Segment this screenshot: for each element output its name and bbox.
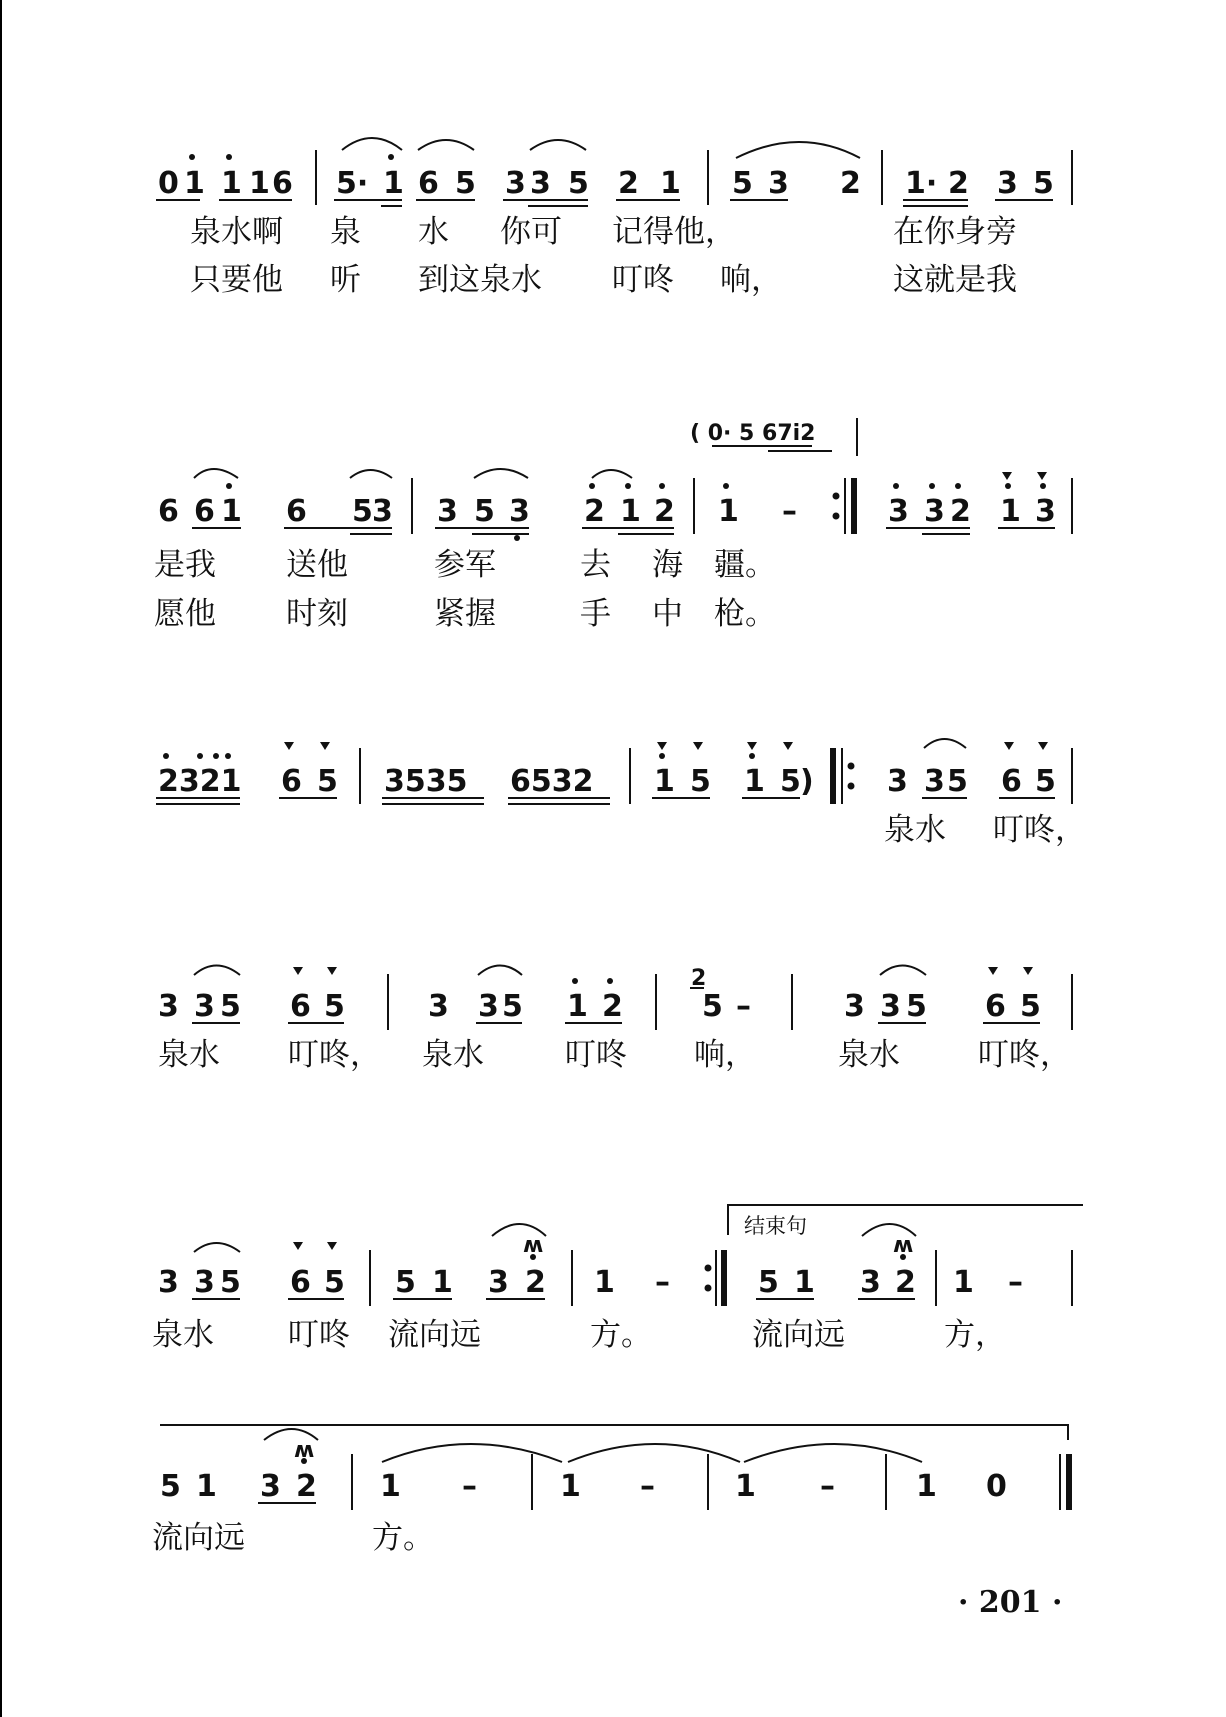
- note: 3: [860, 1265, 881, 1300]
- note: 2: [618, 166, 639, 201]
- lyrics-line-6: [152, 1520, 434, 1556]
- lyric: 中: [652, 596, 683, 632]
- octave-dot: [723, 483, 729, 489]
- lyric: 方。: [590, 1317, 652, 1353]
- lyric: 水: [418, 214, 449, 250]
- notes-line-1: [158, 166, 1054, 201]
- octave-dot: [607, 978, 613, 984]
- lyric: 到这泉水: [418, 262, 542, 298]
- note: 2: [840, 166, 861, 201]
- note: 1: [718, 494, 739, 529]
- lyric: 流向远: [152, 1520, 245, 1556]
- mordent-icon: ʍ: [294, 1438, 315, 1463]
- accent-mark: [327, 967, 337, 975]
- accent-mark: [1023, 967, 1033, 975]
- note: 3: [768, 166, 789, 201]
- note: 2: [654, 494, 675, 529]
- note: 3: [488, 1265, 509, 1300]
- slur: [194, 1243, 240, 1252]
- octave-dot: [514, 535, 520, 541]
- note: 0: [158, 166, 179, 201]
- ending-label: 结束句: [744, 1214, 807, 1238]
- note: 5: [568, 166, 589, 201]
- slur: [736, 142, 860, 158]
- score-line-6: [152, 1425, 1069, 1556]
- note: ): [800, 764, 814, 799]
- lyric: 流向远: [388, 1317, 481, 1353]
- note: 3: [260, 1469, 281, 1504]
- lyric: 疆。: [714, 547, 776, 583]
- note: 1: [221, 494, 242, 529]
- slur: [474, 469, 528, 478]
- note: 2: [948, 166, 969, 201]
- lyric: 泉水: [422, 1037, 484, 1073]
- repeat-dot: [848, 783, 855, 790]
- note: 3: [372, 494, 393, 529]
- octave-dot: [1040, 483, 1046, 489]
- mordent-icon: ʍ: [893, 1233, 914, 1258]
- octave-dot: [1005, 483, 1011, 489]
- slur: [350, 470, 392, 478]
- lyrics-verse-2-line-2: [154, 596, 776, 632]
- note: 3: [924, 764, 945, 799]
- note: 1: [660, 166, 681, 201]
- lyric: 泉水: [158, 1037, 220, 1073]
- note: 6: [158, 494, 179, 529]
- slur: [592, 470, 632, 478]
- lyric: 叮咚: [288, 1317, 350, 1353]
- note: 6532: [510, 764, 594, 799]
- note: –: [462, 1469, 477, 1504]
- octave-dot: [226, 483, 232, 489]
- lyric: 紧握: [434, 596, 496, 632]
- lyric: 你可: [500, 214, 562, 250]
- lyric: 海: [652, 547, 683, 583]
- note: –: [655, 1265, 670, 1300]
- lyric: 叮咚，: [993, 812, 1086, 848]
- note: –: [782, 494, 797, 529]
- lyric: 在你身旁: [893, 214, 1017, 250]
- octave-dot: [225, 753, 231, 759]
- note: 3: [194, 989, 215, 1024]
- note: 3: [509, 494, 530, 529]
- grace-note: 2: [691, 966, 707, 991]
- lyric: 只要他: [190, 262, 283, 298]
- note: 5: [732, 166, 753, 201]
- accent-mark: [327, 1242, 337, 1250]
- octave-dot: [893, 483, 899, 489]
- tie: [744, 1444, 922, 1462]
- octave-dot: [388, 154, 394, 160]
- accent-mark: [1002, 472, 1012, 480]
- note: 1: [196, 1469, 217, 1504]
- octave-dot: [625, 483, 631, 489]
- notes-line-4: [158, 989, 1041, 1024]
- slur: [530, 140, 586, 150]
- note: 5: [160, 1469, 181, 1504]
- octave-dot: [572, 978, 578, 984]
- lyric: 泉水: [152, 1317, 214, 1353]
- note: 6: [290, 1265, 311, 1300]
- interlude-notes: ( 0· 5 67i2: [690, 421, 816, 446]
- notes-line-6: [160, 1469, 1007, 1504]
- slur: [924, 739, 966, 748]
- note: 2: [296, 1469, 317, 1504]
- note: 5: [690, 764, 711, 799]
- note: 1: [221, 166, 242, 201]
- slur: [194, 966, 240, 976]
- note: –: [640, 1469, 655, 1504]
- lyric: 响，: [720, 262, 782, 298]
- notes-line-3: [158, 764, 1056, 799]
- note: 5: [947, 764, 968, 799]
- slur: [194, 469, 238, 478]
- score-line-3: [156, 739, 1086, 848]
- repeat-dot: [833, 493, 840, 500]
- note: 3: [478, 989, 499, 1024]
- note: 1: [380, 1469, 401, 1504]
- note: 1·: [905, 166, 938, 201]
- lyric: 叮咚，: [288, 1037, 381, 1073]
- lyric: 记得他，: [612, 214, 736, 250]
- note: 1: [735, 1469, 756, 1504]
- note: 5: [1035, 764, 1056, 799]
- slur: [342, 138, 402, 150]
- repeat-dot: [848, 763, 855, 770]
- octave-dot: [589, 483, 595, 489]
- note: 5: [220, 989, 241, 1024]
- note: 2321: [158, 764, 242, 799]
- octave-dot: [659, 483, 665, 489]
- accent-mark: [783, 742, 793, 750]
- lyric: 时刻: [286, 596, 348, 632]
- note: 6: [985, 989, 1006, 1024]
- repeat-dot: [705, 1265, 712, 1272]
- lyrics-verse-1-line-2: [154, 547, 776, 583]
- tie: [382, 1444, 562, 1462]
- note: 5: [474, 494, 495, 529]
- note: 3: [997, 166, 1018, 201]
- note: 3: [880, 989, 901, 1024]
- note: 5: [220, 1265, 241, 1300]
- note: 6: [281, 764, 302, 799]
- lyric: 响，: [694, 1037, 756, 1073]
- accent-mark: [1037, 472, 1047, 480]
- lyrics-verse-1-line-1: [190, 214, 1017, 250]
- note: 1: [249, 166, 270, 201]
- accent-mark: [293, 967, 303, 975]
- note: 6: [1001, 764, 1022, 799]
- note: 1: [794, 1265, 815, 1300]
- accent-mark: [293, 1242, 303, 1250]
- accent-mark: [284, 742, 294, 750]
- note: 3: [530, 166, 551, 201]
- octave-dot: [197, 753, 203, 759]
- note: 2: [602, 989, 623, 1024]
- lyric: 愿他: [154, 596, 216, 632]
- octave-dot: [929, 483, 935, 489]
- octave-dot: [163, 753, 169, 759]
- note: 3: [888, 494, 909, 529]
- notes-line-5: [158, 1265, 1023, 1300]
- slur: [478, 966, 522, 976]
- lyrics-line-3: [884, 812, 1086, 848]
- note: 6: [290, 989, 311, 1024]
- accent-mark: [693, 742, 703, 750]
- note: 6: [286, 494, 307, 529]
- accent-mark: [988, 967, 998, 975]
- slur: [880, 966, 926, 976]
- note: 5: [906, 989, 927, 1024]
- accent-mark: [657, 742, 667, 750]
- octave-dot: [213, 753, 219, 759]
- note: 5: [702, 989, 723, 1024]
- lyric: 流向远: [752, 1317, 845, 1353]
- accent-mark: [1038, 742, 1048, 750]
- notes-line-2: [158, 494, 1056, 529]
- note: 3: [194, 1265, 215, 1300]
- repeat-dot: [833, 513, 840, 520]
- note: 6: [194, 494, 215, 529]
- note: 3: [428, 989, 449, 1024]
- note: 2: [950, 494, 971, 529]
- note: 5: [395, 1265, 416, 1300]
- note: 3: [844, 989, 865, 1024]
- note: –: [820, 1469, 835, 1504]
- note: 5: [352, 494, 373, 529]
- note: 1: [594, 1265, 615, 1300]
- page-number: · 201 ·: [958, 1585, 1063, 1620]
- note: 5: [317, 764, 338, 799]
- note: 5·: [336, 166, 369, 201]
- note: 3535: [384, 764, 468, 799]
- lyric: 叮咚，: [978, 1037, 1071, 1073]
- lyrics-line-5: [152, 1317, 1006, 1353]
- lyric: 去: [580, 547, 611, 583]
- lyric: 泉: [330, 214, 361, 250]
- octave-dot: [226, 154, 232, 160]
- note: –: [736, 989, 751, 1024]
- lyric: 手: [580, 596, 611, 632]
- lyric: 泉水: [838, 1037, 900, 1073]
- lyric: 枪。: [714, 596, 776, 632]
- note: 6: [272, 166, 293, 201]
- note: 2: [584, 494, 605, 529]
- lyric: 泉水: [884, 812, 946, 848]
- octave-dot: [189, 154, 195, 160]
- note: 1: [654, 764, 675, 799]
- note: 3: [924, 494, 945, 529]
- lyric: 方，: [944, 1317, 1006, 1353]
- note: 3: [887, 764, 908, 799]
- lyric: 听: [330, 262, 361, 298]
- note: 1: [744, 764, 765, 799]
- note: 1: [1000, 494, 1021, 529]
- note: 1: [567, 989, 588, 1024]
- note: 1: [916, 1469, 937, 1504]
- lyrics-verse-2-line-1: [190, 262, 1017, 298]
- note: 6: [418, 166, 439, 201]
- note: 1: [184, 166, 205, 201]
- note: 5: [455, 166, 476, 201]
- note: 1: [383, 166, 404, 201]
- lyric: 叮咚: [612, 262, 674, 298]
- lyric: 参军: [434, 547, 496, 583]
- note: 5: [324, 1265, 345, 1300]
- note: 5: [758, 1265, 779, 1300]
- lyric: 送他: [286, 547, 348, 583]
- octave-dot: [659, 753, 665, 759]
- note: 3: [158, 1265, 179, 1300]
- lyric: 方。: [372, 1520, 434, 1556]
- note: 3: [437, 494, 458, 529]
- score-line-5: [152, 1205, 1083, 1353]
- mordent-icon: ʍ: [523, 1233, 544, 1258]
- accent-mark: [320, 742, 330, 750]
- note: 3: [505, 166, 526, 201]
- repeat-dot: [705, 1285, 712, 1292]
- note: 5: [1033, 166, 1054, 201]
- note: 3: [158, 989, 179, 1024]
- note: –: [1008, 1265, 1023, 1300]
- lyric: 叮咚: [565, 1037, 627, 1073]
- score-line-2: [154, 418, 1072, 632]
- note: 5: [1020, 989, 1041, 1024]
- lyric: 这就是我: [893, 262, 1017, 298]
- accent-mark: [1004, 742, 1014, 750]
- note: 1: [953, 1265, 974, 1300]
- score-line-4: [158, 966, 1072, 1074]
- note: 1: [432, 1265, 453, 1300]
- lyric: 泉水啊: [190, 214, 283, 250]
- note: 3: [1035, 494, 1056, 529]
- note: 0: [986, 1469, 1007, 1504]
- accent-mark: [747, 742, 757, 750]
- note: 5: [324, 989, 345, 1024]
- note: 2: [525, 1265, 546, 1300]
- note: 5: [502, 989, 523, 1024]
- note: 2: [895, 1265, 916, 1300]
- note: 1: [560, 1469, 581, 1504]
- slur: [418, 140, 474, 150]
- lyrics-line-4: [158, 1037, 1071, 1073]
- octave-dot: [749, 753, 755, 759]
- note: 5: [780, 764, 801, 799]
- octave-dot: [955, 483, 961, 489]
- score-line-1: [156, 138, 1072, 298]
- lyric: 是我: [154, 547, 216, 583]
- note: 1: [620, 494, 641, 529]
- tie: [568, 1444, 740, 1462]
